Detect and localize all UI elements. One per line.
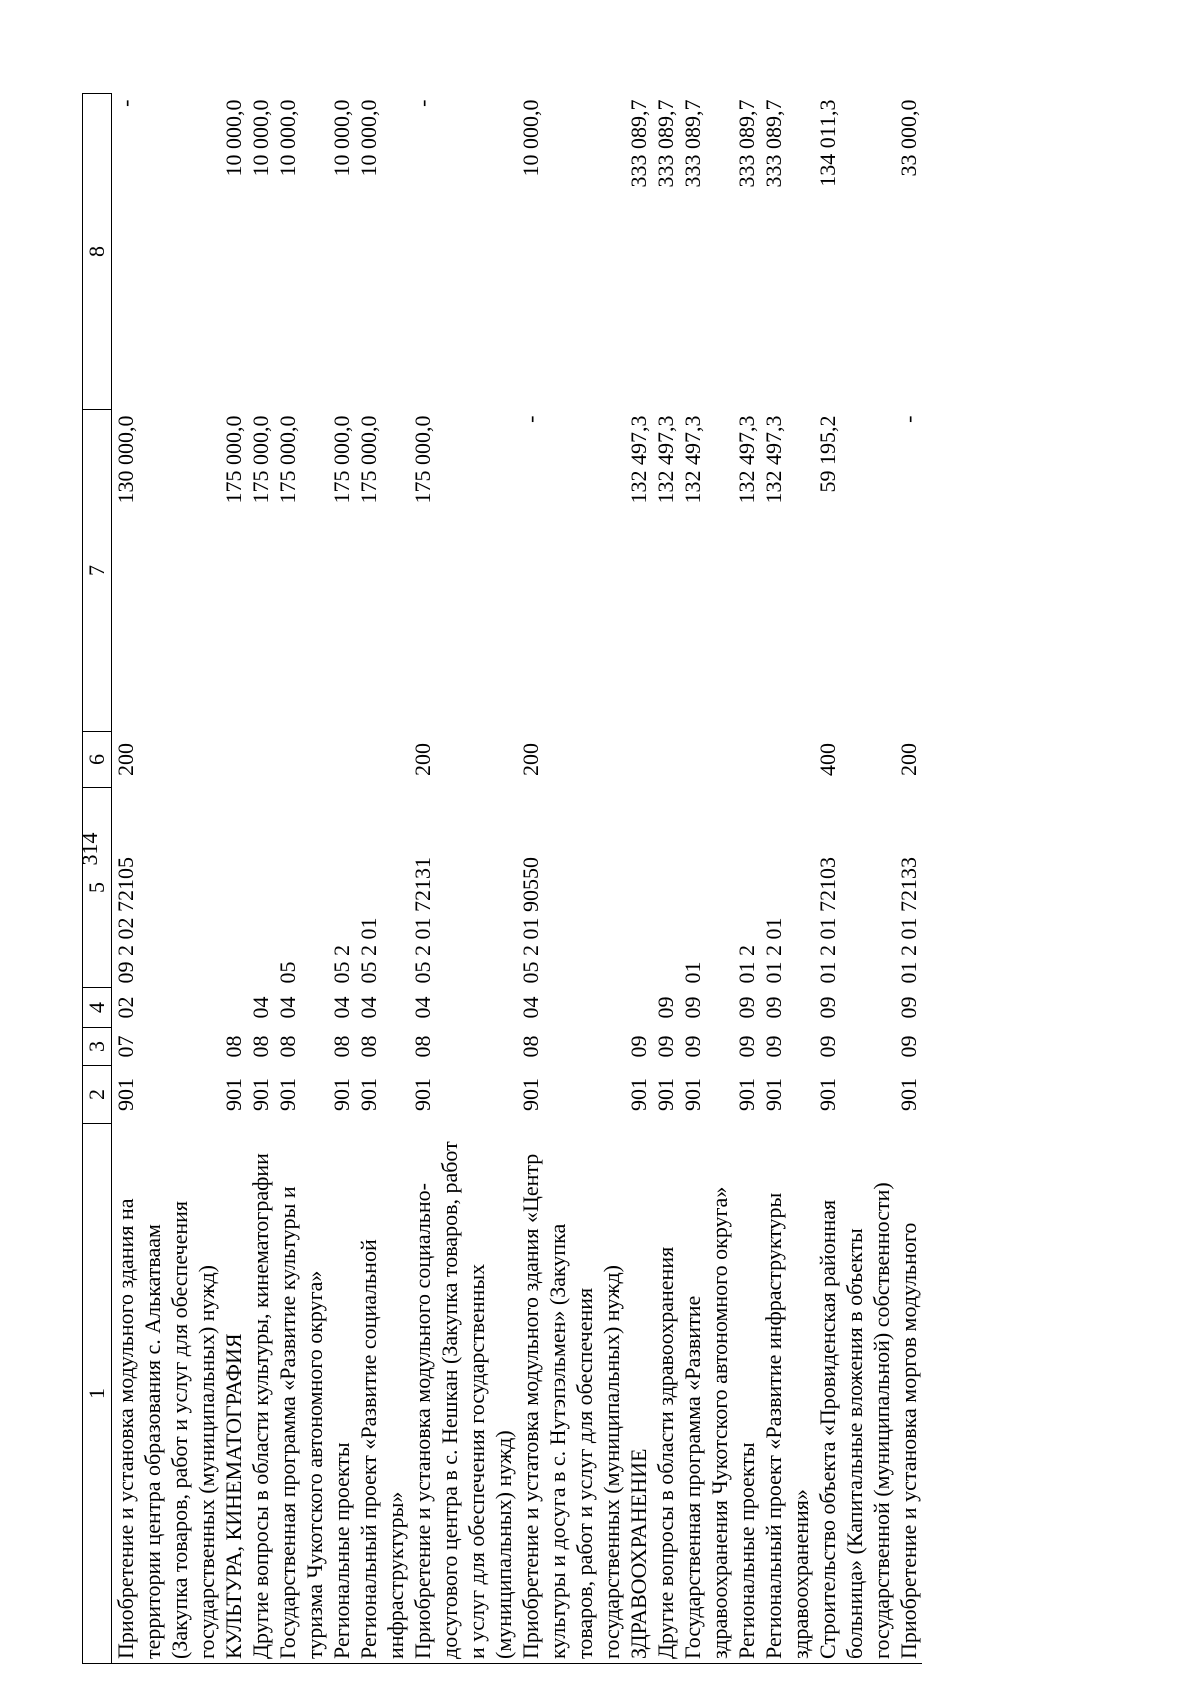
cell-c6: [868, 732, 895, 788]
cell-c4: [490, 988, 517, 1028]
cell-c4: [787, 988, 814, 1028]
row-name-line: Региональный проект «Развитие инфраструктуры: [760, 1124, 787, 1664]
cell-c2: 901: [815, 1078, 840, 1111]
cell-c2: [571, 1066, 598, 1124]
row-name-line: инфраструктуры»: [382, 1124, 409, 1664]
cell-c5: 09 2 02 72105: [113, 857, 138, 984]
cell-c6: [490, 732, 517, 788]
cell-c2: [868, 1066, 895, 1124]
cell-c6: [328, 732, 355, 788]
cell-c7: 175 000,0: [410, 415, 435, 504]
cell-c4: [868, 988, 895, 1028]
table-row: [436, 94, 463, 1664]
table-row: [355, 94, 382, 1664]
cell-c7: [463, 410, 490, 732]
cell-c5: [247, 788, 274, 988]
cell-c8: 333 089,7: [734, 99, 759, 188]
cell-c3: 08: [329, 1035, 354, 1058]
cell-c2: [301, 1066, 328, 1124]
table-row: [679, 94, 706, 1664]
row-name-line: Строительство объекта «Провиденская районная: [814, 1124, 841, 1664]
cell-c3: 08: [518, 1035, 543, 1058]
cell-c2: 901: [761, 1078, 786, 1111]
cell-c3: 09: [653, 1035, 678, 1058]
table-row: [166, 94, 193, 1664]
cell-c5: 05 2 01 90550: [518, 857, 543, 984]
row-name-line: Региональные проекты: [328, 1124, 355, 1664]
row-name-line: государственной (муниципальной) собственности): [868, 1124, 895, 1664]
cell-c5: [436, 788, 463, 988]
cell-c3: 09: [734, 1035, 759, 1058]
cell-c4: [220, 988, 247, 1028]
row-name-line: здравоохранения»: [787, 1124, 814, 1664]
cell-c7: 132 497,3: [653, 415, 678, 504]
cell-c5: [139, 788, 166, 988]
budget-table: [82, 93, 922, 1664]
cell-c5: 01 2 01 72133: [896, 857, 921, 984]
cell-c7: [382, 410, 409, 732]
cell-c8: [544, 94, 571, 410]
cell-c6: [544, 732, 571, 788]
cell-c7: [139, 410, 166, 732]
row-name-line: досугового центра в с. Нешкан (Закупка товаров, работ: [436, 1124, 463, 1664]
cell-c6: [679, 732, 706, 788]
cell-c5: [490, 788, 517, 988]
row-name-line: Приобретение и установка модульного социально-: [409, 1124, 436, 1664]
cell-c3: [193, 1028, 220, 1066]
cell-c2: [841, 1066, 868, 1124]
cell-c6: [247, 732, 274, 788]
row-name-line: Другие вопросы в области культуры, кинематографии: [247, 1124, 274, 1664]
cell-c7: [598, 410, 625, 732]
row-name-line: товаров, работ и услуг для обеспечения: [571, 1124, 598, 1664]
rotated-table-frame: [82, 94, 1082, 1664]
cell-c5: [193, 788, 220, 988]
cell-c8: 10 000,0: [221, 99, 246, 177]
cell-c5: [652, 788, 679, 988]
cell-c7: [301, 410, 328, 732]
cell-c6: [436, 732, 463, 788]
cell-c7: [571, 410, 598, 732]
column-header: 6: [83, 732, 112, 788]
cell-c5: [463, 788, 490, 988]
cell-c6: [382, 732, 409, 788]
cell-c2: 901: [653, 1078, 678, 1111]
cell-c2: [706, 1066, 733, 1124]
cell-c3: [301, 1028, 328, 1066]
cell-c3: [463, 1028, 490, 1066]
cell-c7: 59 195,2: [815, 415, 840, 493]
cell-c6: [787, 732, 814, 788]
table-row: [220, 94, 247, 1664]
cell-c4: [382, 988, 409, 1028]
cell-c2: 901: [356, 1078, 381, 1111]
table-row: [760, 94, 787, 1664]
cell-c5: [571, 788, 598, 988]
cell-c8: [841, 94, 868, 410]
cell-c2: [463, 1066, 490, 1124]
cell-c4: 09: [761, 996, 786, 1019]
cell-c4: [544, 988, 571, 1028]
table-row: [463, 94, 490, 1664]
cell-c8: 333 089,7: [761, 99, 786, 188]
cell-c7: 132 497,3: [680, 415, 705, 504]
table-row: [571, 94, 598, 1664]
cell-c6: [220, 732, 247, 788]
cell-c5: 01 2 01: [761, 917, 786, 984]
cell-c7: [166, 410, 193, 732]
row-name-line: культуры и досуга в с. Нутэпэльмен» (Закупка: [544, 1124, 571, 1664]
cell-c7: 175 000,0: [248, 415, 273, 504]
cell-c8: -: [113, 99, 138, 107]
column-header: 1: [83, 1124, 112, 1664]
table-row: [895, 94, 922, 1664]
row-name-line: Региональный проект «Развитие социальной: [355, 1124, 382, 1664]
row-name-line: Региональные проекты: [733, 1124, 760, 1664]
cell-c5: 05 2 01: [356, 917, 381, 984]
cell-c2: 901: [518, 1078, 543, 1111]
cell-c3: 09: [680, 1035, 705, 1058]
cell-c8: [787, 94, 814, 410]
cell-c8: [490, 94, 517, 410]
cell-c3: [868, 1028, 895, 1066]
cell-c8: [868, 94, 895, 410]
cell-c5: [301, 788, 328, 988]
table-row: [598, 94, 625, 1664]
cell-c5: [382, 788, 409, 988]
cell-c4: [706, 988, 733, 1028]
cell-c7: [490, 410, 517, 732]
header-row: [83, 94, 112, 1664]
cell-c3: 09: [815, 1035, 840, 1058]
cell-c2: 901: [221, 1078, 246, 1111]
cell-c5: 01: [680, 961, 705, 984]
cell-c8: 333 089,7: [626, 99, 651, 188]
table-row: [733, 94, 760, 1664]
row-name-line: территории центра образования с. Алькатваам: [139, 1124, 166, 1664]
cell-c5: [544, 788, 571, 988]
cell-c5: [787, 788, 814, 988]
cell-c7: 130 000,0: [113, 415, 138, 504]
cell-c2: 901: [329, 1078, 354, 1111]
cell-c8: 333 089,7: [680, 99, 705, 188]
table-row: [652, 94, 679, 1664]
cell-c8: 10 000,0: [356, 99, 381, 177]
cell-c3: 08: [221, 1035, 246, 1058]
cell-c3: 09: [626, 1035, 651, 1058]
column-header: 4: [83, 988, 112, 1028]
cell-c7: -: [518, 415, 543, 423]
cell-c4: [166, 988, 193, 1028]
cell-c5: 05 2 01 72131: [410, 857, 435, 984]
column-header: 7: [83, 410, 112, 732]
cell-c8: [193, 94, 220, 410]
cell-c6: [463, 732, 490, 788]
table-row: [517, 94, 544, 1664]
cell-c6: [166, 732, 193, 788]
cell-c4: 09: [896, 996, 921, 1019]
cell-c6: [274, 732, 301, 788]
cell-c5: 01 2 01 72103: [815, 857, 840, 984]
cell-c2: [598, 1066, 625, 1124]
table-row: [139, 94, 166, 1664]
cell-c2: [787, 1066, 814, 1124]
cell-c3: 08: [275, 1035, 300, 1058]
cell-c8: 10 000,0: [248, 99, 273, 177]
cell-c3: [544, 1028, 571, 1066]
cell-c4: [193, 988, 220, 1028]
cell-c4: 09: [653, 996, 678, 1019]
table-row: [544, 94, 571, 1664]
cell-c7: [544, 410, 571, 732]
cell-c4: [301, 988, 328, 1028]
table-row: [706, 94, 733, 1664]
cell-c5: 05: [275, 961, 300, 984]
row-name-line: Государственная программа «Развитие культуры и: [274, 1124, 301, 1664]
cell-c4: [139, 988, 166, 1028]
cell-c5: [841, 788, 868, 988]
table-row: [868, 94, 895, 1664]
cell-c6: [625, 732, 652, 788]
cell-c6: [193, 732, 220, 788]
table-row: [328, 94, 355, 1664]
row-name-line: (Закупка товаров, работ и услуг для обеспечения: [166, 1124, 193, 1664]
cell-c3: [139, 1028, 166, 1066]
cell-c7: [787, 410, 814, 732]
cell-c6: 200: [896, 743, 921, 776]
table-row: [193, 94, 220, 1664]
cell-c3: [787, 1028, 814, 1066]
cell-c5: [166, 788, 193, 988]
cell-c7: [868, 410, 895, 732]
cell-c4: 04: [410, 996, 435, 1019]
cell-c8: 10 000,0: [329, 99, 354, 177]
cell-c6: 400: [815, 743, 840, 776]
cell-c3: [841, 1028, 868, 1066]
cell-c2: [139, 1066, 166, 1124]
cell-c4: [571, 988, 598, 1028]
cell-c8: 134 011,3: [815, 99, 840, 187]
cell-c3: [436, 1028, 463, 1066]
cell-c7: [706, 410, 733, 732]
row-name-line: и услуг для обеспечения государственных: [463, 1124, 490, 1664]
cell-c7: [193, 410, 220, 732]
row-name-line: больница» (Капитальные вложения в объекты: [841, 1124, 868, 1664]
cell-c3: 08: [356, 1035, 381, 1058]
table-row: [247, 94, 274, 1664]
cell-c8: [598, 94, 625, 410]
table-row: [274, 94, 301, 1664]
cell-c2: 901: [680, 1078, 705, 1111]
cell-c6: [706, 732, 733, 788]
cell-c7: 132 497,3: [734, 415, 759, 504]
cell-c8: [571, 94, 598, 410]
cell-c2: 901: [248, 1078, 273, 1111]
column-header: 3: [83, 1028, 112, 1066]
cell-c4: 02: [113, 996, 138, 1019]
cell-c8: 333 089,7: [653, 99, 678, 188]
cell-c2: 901: [626, 1078, 651, 1111]
cell-c2: 901: [113, 1078, 138, 1111]
cell-c6: [571, 732, 598, 788]
cell-c4: 04: [275, 996, 300, 1019]
cell-c4: [436, 988, 463, 1028]
cell-c3: 08: [248, 1035, 273, 1058]
row-name-line: Приобретение и установка моргов модульного: [895, 1124, 922, 1664]
row-name-line: государственных (муниципальных) нужд): [193, 1124, 220, 1664]
cell-c6: [760, 732, 787, 788]
cell-c4: 09: [815, 996, 840, 1019]
cell-c2: [193, 1066, 220, 1124]
column-header: 5: [83, 788, 112, 988]
cell-c8: [706, 94, 733, 410]
column-header: 2: [83, 1066, 112, 1124]
table-row: [841, 94, 868, 1664]
cell-c2: [382, 1066, 409, 1124]
cell-c7: [841, 410, 868, 732]
cell-c4: [598, 988, 625, 1028]
cell-c7: -: [896, 415, 921, 423]
cell-c2: [490, 1066, 517, 1124]
row-name-line: ЗДРАВООХРАНЕНИЕ: [625, 1124, 652, 1664]
cell-c3: [598, 1028, 625, 1066]
cell-c2: 901: [734, 1078, 759, 1111]
row-name-line: государственных (муниципальных) нужд): [598, 1124, 625, 1664]
cell-c5: [598, 788, 625, 988]
cell-c8: [166, 94, 193, 410]
row-name-line: (муниципальных) нужд): [490, 1124, 517, 1664]
row-name-line: Другие вопросы в области здравоохранения: [652, 1124, 679, 1664]
cell-c5: 01 2: [734, 945, 759, 984]
table-row: [490, 94, 517, 1664]
cell-c8: 33 000,0: [896, 99, 921, 177]
cell-c8: [139, 94, 166, 410]
cell-c6: [841, 732, 868, 788]
cell-c8: [436, 94, 463, 410]
cell-c8: [301, 94, 328, 410]
cell-c7: 175 000,0: [356, 415, 381, 504]
cell-c8: [463, 94, 490, 410]
cell-c8: 10 000,0: [275, 99, 300, 177]
cell-c4: [625, 988, 652, 1028]
row-name-line: Государственная программа «Развитие: [679, 1124, 706, 1664]
cell-c3: 09: [761, 1035, 786, 1058]
cell-c2: [544, 1066, 571, 1124]
cell-c2: 901: [275, 1078, 300, 1111]
cell-c6: 200: [518, 743, 543, 776]
cell-c3: 09: [896, 1035, 921, 1058]
cell-c2: 901: [896, 1078, 921, 1111]
cell-c3: 08: [410, 1035, 435, 1058]
cell-c8: [382, 94, 409, 410]
cell-c7: [436, 410, 463, 732]
table-row: [112, 94, 140, 1664]
table-row: [814, 94, 841, 1664]
cell-c4: 04: [518, 996, 543, 1019]
cell-c4: 09: [680, 996, 705, 1019]
table-row: [409, 94, 436, 1664]
cell-c6: [301, 732, 328, 788]
row-name-line: Приобретение и установка модульного здания на: [112, 1124, 140, 1664]
cell-c4: 04: [329, 996, 354, 1019]
table-row: [301, 94, 328, 1664]
cell-c4: 04: [356, 996, 381, 1019]
cell-c7: 175 000,0: [275, 415, 300, 504]
cell-c5: 05 2: [329, 945, 354, 984]
column-header: 8: [83, 94, 112, 410]
row-name-line: туризма Чукотского автономного округа»: [301, 1124, 328, 1664]
cell-c6: 200: [113, 743, 138, 776]
cell-c2: [436, 1066, 463, 1124]
table-row: [625, 94, 652, 1664]
cell-c5: [868, 788, 895, 988]
row-name-line: здравоохранения Чукотского автономного округа»: [706, 1124, 733, 1664]
cell-c3: [490, 1028, 517, 1066]
table-row: [787, 94, 814, 1664]
cell-c3: [571, 1028, 598, 1066]
cell-c6: [652, 732, 679, 788]
cell-c3: [706, 1028, 733, 1066]
cell-c3: [382, 1028, 409, 1066]
cell-c6: [733, 732, 760, 788]
cell-c4: 09: [734, 996, 759, 1019]
cell-c2: [166, 1066, 193, 1124]
cell-c8: -: [410, 99, 435, 107]
cell-c6: [139, 732, 166, 788]
cell-c5: [625, 788, 652, 988]
cell-c6: 200: [410, 743, 435, 776]
cell-c3: 07: [113, 1035, 138, 1058]
page-number: 314: [77, 832, 102, 866]
cell-c5: [706, 788, 733, 988]
table-body: [112, 94, 923, 1664]
cell-c8: 10 000,0: [518, 99, 543, 177]
cell-c5: [220, 788, 247, 988]
table-row: [382, 94, 409, 1664]
cell-c7: 132 497,3: [626, 415, 651, 504]
cell-c6: [598, 732, 625, 788]
cell-c7: 175 000,0: [221, 415, 246, 504]
cell-c4: [463, 988, 490, 1028]
cell-c6: [355, 732, 382, 788]
row-name-line: Приобретение и устатовка модульного здания «Центр: [517, 1124, 544, 1664]
cell-c7: 132 497,3: [761, 415, 786, 504]
cell-c4: [841, 988, 868, 1028]
cell-c4: 04: [248, 996, 273, 1019]
cell-c3: [166, 1028, 193, 1066]
cell-c7: 175 000,0: [329, 415, 354, 504]
row-name-line: КУЛЬТУРА, КИНЕМАТОГРАФИЯ: [220, 1124, 247, 1664]
cell-c2: 901: [410, 1078, 435, 1111]
